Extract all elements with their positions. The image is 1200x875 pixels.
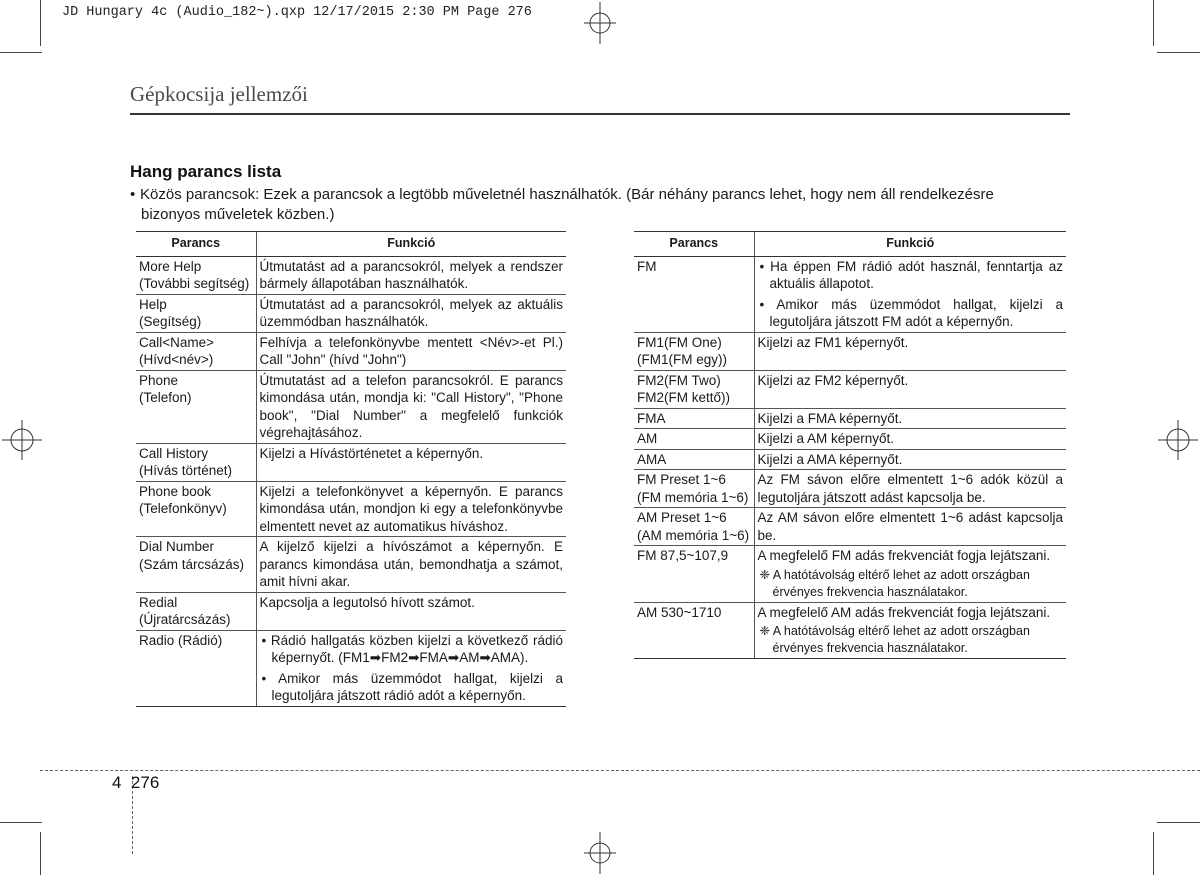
intro-text-line-2: bizonyos műveletek közben.)	[141, 206, 335, 223]
function-cell	[754, 470, 1066, 508]
registration-mark-icon	[584, 2, 616, 44]
bullet-icon: •	[759, 258, 765, 274]
command-cell	[634, 602, 754, 659]
crop-mark	[1157, 822, 1200, 823]
command-name: FM Preset 1~6	[637, 472, 726, 487]
table-row	[634, 449, 1066, 470]
command-name: Redial	[139, 594, 178, 610]
function-cell	[256, 537, 566, 593]
crop-mark	[0, 52, 42, 53]
command-cell	[136, 630, 256, 706]
command-name: Radio (Rádió)	[139, 632, 223, 648]
function-text: Az AM sávon előre elmentett 1~6 adást kapcsolja be.	[757, 510, 1063, 543]
function-cell	[256, 332, 566, 370]
command-table-right	[634, 231, 1066, 659]
function-bullet	[758, 296, 1064, 331]
function-bullet	[260, 632, 564, 667]
crop-mark	[1153, 832, 1154, 875]
chapter-number: 4	[112, 773, 122, 792]
command-cell	[634, 429, 754, 450]
command-name: (FM memória 1~6)	[637, 489, 749, 505]
crop-mark	[1153, 0, 1154, 46]
table-row	[634, 429, 1066, 450]
command-name: Phone book	[139, 483, 212, 499]
crop-mark	[1157, 52, 1200, 53]
table-row	[634, 470, 1066, 508]
intro-paragraph	[130, 185, 1075, 225]
function-cell	[754, 370, 1066, 408]
function-note	[758, 623, 1064, 657]
function-text: A megfelelő AM adás frekvenciát fogja lejátszani.	[757, 604, 1051, 620]
table-row	[634, 256, 1066, 332]
note-mark-icon: ❈	[759, 567, 770, 582]
command-name: (Segítség)	[139, 314, 202, 329]
command-name: FM 87,5~107,9	[637, 548, 729, 563]
table-row	[634, 332, 1066, 370]
function-text: Útmutatást ad a parancsokról, melyek az aktuális üzemmódban használhatók.	[259, 296, 563, 329]
command-name: AM 530~1710	[637, 604, 722, 620]
function-bullet-text: Ha éppen FM rádió adót használ, fenntartja az aktuális állapotot.	[769, 258, 1063, 291]
note-mark-icon: ❈	[759, 624, 770, 638]
command-name: Call<Name>	[139, 334, 215, 350]
function-bullet-text: Rádió hallgatás közben kijelzi a következő rádió képernyőt. (FM1➡FM2➡FMA➡AM➡AMA).	[270, 632, 563, 665]
command-cell	[136, 481, 256, 537]
command-name: FMA	[637, 410, 666, 426]
command-cell	[136, 443, 256, 481]
function-text: A megfelelő FM adás frekvenciát fogja lejátszani.	[757, 548, 1051, 563]
command-name: Dial Number	[139, 539, 215, 554]
function-cell	[256, 481, 566, 537]
command-name: FM2(FM Two)	[637, 372, 721, 388]
function-text: Kijelzi a FMA képernyőt.	[757, 410, 903, 426]
function-bullet	[758, 258, 1064, 293]
column-header-funkcio: Funkció	[256, 232, 566, 257]
function-bullet-text: Amikor más üzemmódot hallgat, kijelzi a legutoljára játszott FM adót a képernyőn.	[769, 296, 1063, 329]
table-row	[136, 332, 566, 370]
command-name: FM2(FM kettő))	[637, 390, 730, 405]
function-text: Kijelzi a telefonkönyvet a képernyőn. E parancs kimondása után, mondjon ki egy a telefonkönyvbe elmentett nevet az automatikus híváshoz.	[259, 483, 563, 534]
command-cell	[634, 508, 754, 546]
page-number-value: 276	[130, 773, 160, 792]
table-row	[136, 256, 566, 294]
table-row	[634, 546, 1066, 603]
function-cell	[754, 408, 1066, 429]
function-cell	[754, 508, 1066, 546]
command-name: (AM memória 1~6)	[637, 527, 750, 543]
print-slug: JD Hungary 4c (Audio_182~).qxp 12/17/2015 2:30 PM Page 276	[62, 5, 532, 20]
function-cell	[754, 546, 1066, 603]
function-cell	[754, 429, 1066, 450]
page-number	[112, 773, 159, 793]
command-name: More Help	[139, 258, 202, 274]
command-name: (Telefonkönyv)	[139, 501, 227, 516]
function-text: Útmutatást ad a telefon parancsokról. E parancs kimondása után, mondja ki: "Call History", "Phone book", "Dial Number" a megfelelő funkciók végrehajtásához.	[259, 372, 563, 440]
table-row	[634, 408, 1066, 429]
table-row	[634, 602, 1066, 659]
column-header-parancs: Parancs	[634, 232, 754, 257]
command-name: AMA	[637, 451, 667, 467]
command-name: (Hívd<név>)	[139, 352, 214, 367]
table-row	[136, 630, 566, 706]
footer-divider	[40, 770, 1200, 771]
table-row	[136, 294, 566, 332]
bullet-icon: •	[759, 296, 765, 312]
function-cell	[754, 256, 1066, 332]
function-cell	[256, 256, 566, 294]
crop-mark	[40, 0, 41, 46]
function-cell	[754, 449, 1066, 470]
function-cell	[754, 332, 1066, 370]
function-cell	[256, 294, 566, 332]
crop-mark	[40, 832, 41, 875]
command-name: AM Preset 1~6	[637, 510, 727, 525]
function-text: Felhívja a telefonkönyvbe mentett <Név>-et Pl.) Call "John" (hívd "John")	[259, 334, 563, 367]
command-cell	[136, 537, 256, 593]
function-cell	[256, 443, 566, 481]
note-text: A hatótávolság eltérő lehet az adott országban érvényes frekvencia használatakor.	[772, 624, 1030, 655]
command-name: (Telefon)	[139, 390, 192, 405]
intro-text-line-1: Közös parancsok: Ezek a parancsok a legtöbb műveletnél használhatók. (Bár néhány parancs lehet, hogy nem áll rendelkezésre	[140, 186, 994, 203]
function-text: Kapcsolja a legutolsó hívott számot.	[259, 594, 475, 610]
command-name: Call History	[139, 445, 209, 461]
registration-mark-icon	[1158, 420, 1198, 460]
command-cell	[136, 332, 256, 370]
registration-mark-icon	[584, 832, 616, 874]
command-name: FM	[637, 258, 657, 274]
function-text: Kijelzi a AM képernyőt.	[757, 431, 895, 446]
page-heading: Hang parancs lista	[130, 162, 282, 181]
function-cell	[256, 370, 566, 443]
bullet-icon: •	[130, 186, 136, 203]
function-bullet	[260, 670, 564, 705]
function-text: A kijelző kijelzi a hívószámot a képernyőn. E parancs kimondása után, bemondhatja a számot, amit hívni akar.	[259, 539, 563, 589]
command-name: AM	[637, 431, 658, 446]
function-note	[758, 567, 1064, 601]
note-text: A hatótávolság eltérő lehet az adott országban érvényes frekvencia használatakor.	[772, 567, 1030, 599]
command-cell	[634, 370, 754, 408]
command-name: (Szám tárcsázás)	[139, 556, 245, 572]
table-row	[136, 370, 566, 443]
table-row	[634, 508, 1066, 546]
command-cell	[634, 408, 754, 429]
command-name: Help	[139, 296, 167, 312]
function-cell	[256, 592, 566, 630]
command-name: Phone	[139, 372, 179, 388]
command-name: FM1(FM One)	[637, 334, 722, 350]
table-row	[634, 370, 1066, 408]
function-text: Kijelzi az FM1 képernyőt.	[757, 334, 909, 350]
table-row	[136, 592, 566, 630]
column-header-parancs: Parancs	[136, 232, 256, 257]
table-row	[136, 481, 566, 537]
function-text: Kijelzi a AMA képernyőt.	[757, 451, 903, 467]
function-bullet-text: Amikor más üzemmódot hallgat, kijelzi a legutoljára játszott rádió adót a képernyőn.	[271, 670, 563, 703]
command-cell	[634, 449, 754, 470]
function-text: Útmutatást ad a parancsokról, melyek a rendszer bármely állapotában használhatók.	[259, 258, 563, 291]
command-name: (Újratárcsázás)	[139, 612, 231, 627]
command-name: (FM1(FM egy))	[637, 352, 727, 367]
function-text: Kijelzi a Hívástörténetet a képernyőn.	[259, 445, 484, 461]
function-text: Kijelzi az FM2 képernyőt.	[757, 372, 909, 388]
command-cell	[136, 370, 256, 443]
bullet-icon: •	[261, 670, 267, 686]
command-cell	[634, 332, 754, 370]
bullet-icon: •	[261, 632, 267, 648]
command-table-left	[136, 231, 566, 707]
command-name: (Hívás történet)	[139, 463, 233, 478]
command-cell	[136, 592, 256, 630]
function-cell	[754, 602, 1066, 659]
command-name: (További segítség)	[139, 276, 250, 291]
column-header-funkcio: Funkció	[754, 232, 1066, 257]
command-cell	[634, 256, 754, 332]
table-row	[136, 537, 566, 593]
section-title: Gépkocsija jellemzői	[130, 82, 308, 106]
crop-mark	[0, 822, 42, 823]
function-cell	[256, 630, 566, 706]
command-cell	[634, 470, 754, 508]
command-cell	[136, 256, 256, 294]
function-text: Az FM sávon előre elmentett 1~6 adók közül a legutoljára játszott adást kapcsolja be.	[757, 472, 1063, 505]
command-cell	[634, 546, 754, 603]
command-cell	[136, 294, 256, 332]
table-row	[136, 443, 566, 481]
title-divider	[130, 113, 1070, 115]
registration-mark-icon	[2, 420, 42, 460]
